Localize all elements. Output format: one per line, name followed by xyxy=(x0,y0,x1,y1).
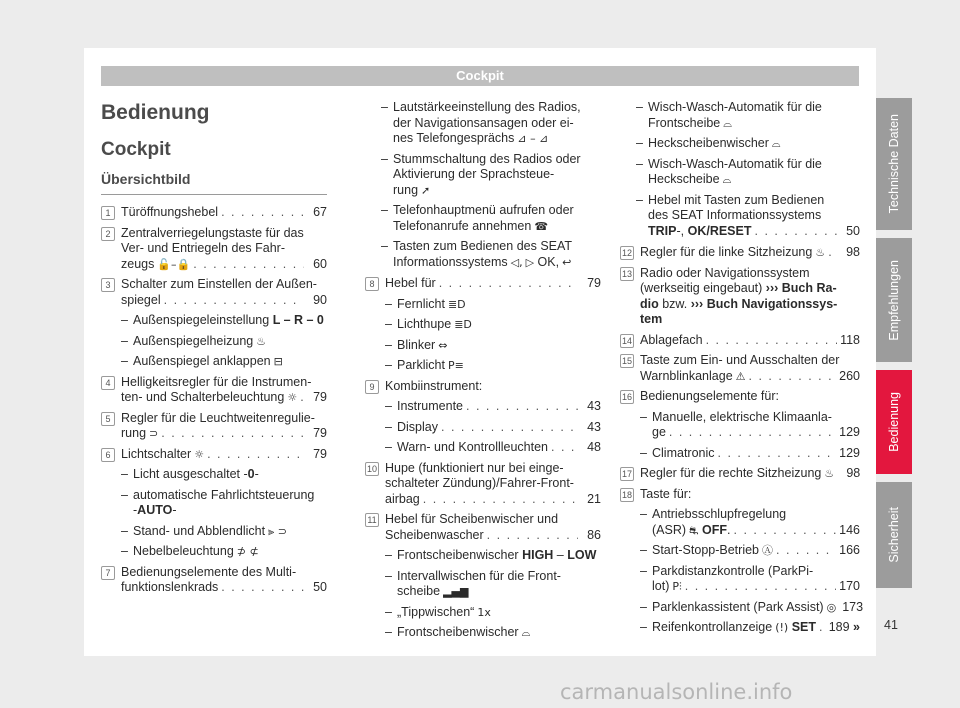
arrow-right-icon: ▷ xyxy=(525,255,535,269)
page-ref[interactable]: 166 xyxy=(839,543,860,557)
item-number: 4 xyxy=(101,376,115,390)
list-item: 9 Kombiinstrument: – Instrumente . . . 43 – Display . . . 43 – Warn- und Kontrollleuchten . . . 48 xyxy=(365,379,601,456)
column-middle: – Lautstärkeeinstellung des Radios, der Navigationsansagen oder ei- nes Telefongesprächs ⊿ – ⊿ – Stummschaltung des Radios oder Aktivierung der Sprachsteue- rung ➚ – Telefonhauptmenü aufrufen oder Telefonanrufe annehmen ☎ – Tasten zum Bedienen des SEAT Informationssystems ◁, ▷ OK, ↩ 8 Hebel für . . . 79 – Fernlicht ≣D – Lichthupe ≣D – Blinker ⇔ – Parklicht P≡ 9 Kombiinstrument: – Instrumente . . . 43 – Display . . . 43 – Warn- und Kontrollleuchten . . . 48 10 Hupe (funktioniert nur bei einge- schalteter Zündung)/Fahrer-Front- airbag . . . 21 11 Hebel für Scheibenwischer und Scheibenwascher . . . 86 – Frontscheibenwischer HIGH – LOW – Intervallwischen für die Front- scheibe ▂▄▆ – „Tippwischen“ 1x – Frontscheibenwischer ⌓ xyxy=(365,100,601,646)
page-number: 41 xyxy=(884,618,898,632)
item-number: 3 xyxy=(101,278,115,292)
list-item: 16 Bedienungselemente für: – Manuelle, elektrische Klimaanla- ge . . . 129 – Climatronic . . . 129 xyxy=(620,389,860,461)
windscreen-wiper-icon: ⌓ xyxy=(521,626,531,639)
item-number: 13 xyxy=(621,268,632,279)
park-assist-icon: ◎ xyxy=(826,600,837,614)
trip-icon: TRIP xyxy=(648,223,677,238)
low-beam-icon: ⫸ ⊃ xyxy=(268,524,287,538)
page-ref[interactable]: 129 xyxy=(839,425,860,439)
hazard-icon: ⚠ xyxy=(735,369,746,383)
list-item: 14 Ablagefach . . . 118 xyxy=(620,333,860,349)
item-number: 14 xyxy=(621,335,632,346)
item-number: 15 xyxy=(621,356,632,366)
set-icon: SET xyxy=(791,620,817,634)
park-pilot-icon: P⫶ xyxy=(672,580,682,593)
volume-icon: ⊿ – ⊿ xyxy=(517,132,549,145)
wash-wipe-front-icon: ⌓ xyxy=(723,116,732,130)
seat-heating-icon: ♨ xyxy=(824,467,835,480)
list-item: 8 Hebel für . . . 79 – Fernlicht ≣D – Lichthupe ≣D – Blinker ⇔ – Parklicht P≡ xyxy=(365,276,601,374)
tab-technische-daten[interactable]: Technische Daten xyxy=(876,98,912,230)
page-ref[interactable]: 60 xyxy=(313,256,327,271)
mute-voice-icon: ➚ xyxy=(421,183,431,197)
item-number: 11 xyxy=(365,513,379,527)
page-ref[interactable]: 50 xyxy=(313,580,327,594)
item-number: 5 xyxy=(101,412,115,426)
page-ref[interactable]: 21 xyxy=(587,491,601,506)
link-navigation[interactable]: Buch Navigationssys- xyxy=(706,296,838,311)
page-header: Cockpit xyxy=(101,66,859,86)
list-item: 18 Taste für: – Antriebsschlupfregelung (ASR) ⛐ OFF. . . . 146 – Start-Stopp-Betrieb Ⓐ . . . 166 – Parkdistanzkontrolle (ParkPi- lot) P⫶ . . . 170 – Parklenkassistent (Park Assist) ◎ 173 – Reifenkontrollanzeige (!) SET . . . 189 » xyxy=(620,487,860,636)
flash-icon: ≣D xyxy=(454,318,472,331)
parking-light-icon: P≡ xyxy=(447,359,464,372)
column-left xyxy=(101,100,327,601)
page-ref[interactable]: 170 xyxy=(839,579,860,593)
column-right: – Wisch-Wasch-Automatik für die Frontscheibe ⌓ – Heckscheibenwischer ⌓ – Wisch-Wasch-Automatik für die Heckscheibe ⌓ – Hebel mit Tasten zum Bedienen des SEAT Informationssystems TRIP-, OK/RESET . . . 50 12 Regler für die linke Sitzheizung ♨ . . . 98 13 Radio oder Navigationssystem (werkseitig eingebaut) ››› Buch Ra- dio bzw. ››› Buch Navigationssys- tem 14 Ablagefach . . . 118 15 Taste zum Ein- und Ausschalten der Warnblinkanlage ⚠ . . . 260 16 Bedienungselemente für: – Manuelle, elektrische Klimaanla- ge . . . 129 – Climatronic . . . 129 17 Regler für die rechte Sitzheizung ♨ 98 18 Taste für: – Antriebsschlupfregelung (ASR) ⛐ OFF. . . . 146 – Start-Stopp-Betrieb Ⓐ . . . 166 – Parkdistanzkontrolle (ParkPi- lot) P⫶ . . . 170 – Parklenkassistent (Park Assist) ◎ 173 – Reifenkontrollanzeige (!) SET . . . 189 » xyxy=(620,100,860,641)
list-item: 10 Hupe (funktioniert nur bei einge- schalteter Zündung)/Fahrer-Front- airbag . . . 21 xyxy=(365,461,601,508)
item-number: 10 xyxy=(366,463,377,474)
page-ref[interactable]: 50 xyxy=(846,223,860,238)
rear-wiper-icon: ⌓ xyxy=(771,137,781,150)
list-item: 4 Helligkeitsregler für die Instrumen- ten- und Schalterbeleuchtung ☼ . . . 79 xyxy=(101,375,327,406)
page-ref[interactable]: 118 xyxy=(840,332,860,347)
item-number: 12 xyxy=(621,248,632,258)
page-ref[interactable]: 79 xyxy=(313,390,327,404)
page-ref[interactable]: 67 xyxy=(313,205,327,219)
list-item: 12 Regler für die linke Sitzheizung ♨ . . . 98 xyxy=(620,245,860,261)
page-ref[interactable]: 43 xyxy=(587,419,601,434)
page-ref[interactable]: 173 xyxy=(842,599,864,614)
page-ref[interactable]: 260 xyxy=(839,368,860,383)
page-ref[interactable]: 79 xyxy=(313,446,327,461)
arrow-left-icon: ◁, xyxy=(510,255,523,269)
page-ref[interactable]: 79 xyxy=(587,276,601,290)
tab-bedienung[interactable]: Bedienung xyxy=(876,370,912,474)
side-tabs xyxy=(876,98,912,596)
list-item: 13 Radio oder Navigationssystem (werkseitig eingebaut) ››› Buch Ra- dio bzw. ››› Buch Navigationssys- tem xyxy=(621,265,838,326)
watermark: carmanualsonline.info xyxy=(560,680,793,704)
seat-heating-icon: ♨ xyxy=(815,246,826,259)
continue-arrow-icon: » xyxy=(849,620,860,634)
item-number: 9 xyxy=(365,380,379,394)
tab-sicherheit[interactable]: Sicherheit xyxy=(876,482,912,588)
headlight-range-icon: ⊃ xyxy=(149,427,159,440)
list-item: 2 Zentralverriegelungstaste für das Ver- und Entriegeln des Fahr- zeugs 🔓–🔒 . . . 60 xyxy=(101,226,327,273)
auto-icon: AUTO xyxy=(137,503,173,517)
page-ref[interactable]: 189 xyxy=(828,620,850,634)
page-ref[interactable]: 86 xyxy=(587,527,601,542)
high-beam-icon: ≣D xyxy=(447,297,466,311)
list-item: 6 Lichtschalter ☼ . . . 79 – Licht ausgeschaltet -0- – automatische Fahrlichtsteuerung -AUTO- – Stand- und Abblendlicht ⫸ ⊃ – Nebelbeleuchtung ⊅ ⊄ xyxy=(101,447,327,560)
item-number: 7 xyxy=(101,566,115,580)
mirror-selector-icon: L – R – 0 xyxy=(272,313,324,327)
list-item: 7 Bedienungselemente des Multi- funktionslenkrads . . . 50 xyxy=(101,565,327,596)
item-number: 1 xyxy=(101,206,115,220)
list-item: 1 Türöffnungshebel . . . 67 xyxy=(101,205,327,221)
list-item: 11 Hebel für Scheibenwischer und Scheibenwascher . . . 86 – Frontscheibenwischer HIGH – LOW – Intervallwischen für die Front- scheibe ▂▄▆ – „Tippwischen“ 1x – Frontscheibenwischer ⌓ xyxy=(365,512,601,641)
page-ref[interactable]: 79 xyxy=(313,426,327,440)
link-radio[interactable]: Buch Ra- xyxy=(781,281,837,295)
page-ref[interactable]: 98 xyxy=(846,466,861,480)
light-switch-icon: ☼ xyxy=(194,447,205,461)
mirror-heating-icon: ♨ xyxy=(256,334,267,348)
item-number: 6 xyxy=(101,448,115,462)
mirror-fold-icon: ⊟ xyxy=(273,355,283,368)
interval-icon: ▂▄▆ xyxy=(443,585,469,598)
fog-light-icon: ⊅ ⊄ xyxy=(236,545,259,558)
section-title: Cockpit xyxy=(101,139,171,160)
ok-reset-icon: OK/RESET xyxy=(687,223,752,238)
wiper-low-icon: LOW xyxy=(567,548,597,562)
list-item: 5 Regler für die Leuchtweitenregulie- rung ⊃ . . . 79 xyxy=(101,411,327,442)
tyre-pressure-icon: (!) xyxy=(775,621,789,634)
list-item: 17 Regler für die rechte Sitzheizung ♨ 98 xyxy=(621,466,861,480)
list-item: 3 Schalter zum Einstellen der Außen- spiegel . . . 90 – Außenspiegeleinstellung L – R – 0 – Außenspiegelheizung ♨ – Außenspiegel anklappen ⊟ xyxy=(101,277,327,370)
brightness-icon: ☼ xyxy=(287,391,298,404)
tip-wipe-icon: 1x xyxy=(477,605,491,619)
asr-off-icon: OFF xyxy=(702,522,728,537)
back-icon: ↩ xyxy=(562,255,572,269)
tab-empfehlungen[interactable]: Empfehlungen xyxy=(876,238,912,362)
page-ref[interactable]: 129 xyxy=(839,445,860,460)
asr-icon: ⛐ xyxy=(689,523,699,537)
item-number: 18 xyxy=(621,489,632,500)
chapter-title: Bedienung xyxy=(101,101,210,124)
start-stop-icon: Ⓐ xyxy=(762,544,773,557)
page-ref[interactable]: 43 xyxy=(587,399,601,413)
item-number: 8 xyxy=(365,277,379,291)
subsection-title: Übersichtbild xyxy=(101,170,327,195)
phone-icon: ☎ xyxy=(534,219,549,233)
list-item: 15 Taste zum Ein- und Ausschalten der Warnblinkanlage ⚠ . . . 260 xyxy=(620,353,860,384)
wiper-high-icon: HIGH xyxy=(522,548,554,562)
page-ref[interactable]: 90 xyxy=(313,292,327,307)
lock-unlock-icon: 🔓–🔒 xyxy=(157,257,191,271)
page-ref[interactable]: 48 xyxy=(587,440,601,454)
item-number: 16 xyxy=(621,392,632,402)
wash-wipe-rear-icon: ⌓ xyxy=(722,173,732,186)
page-ref[interactable]: 98 xyxy=(846,245,860,259)
page-ref[interactable]: 146 xyxy=(839,522,860,537)
turn-signal-icon: ⇔ xyxy=(438,338,448,352)
item-number: 17 xyxy=(621,469,632,479)
item-number: 2 xyxy=(101,227,115,241)
